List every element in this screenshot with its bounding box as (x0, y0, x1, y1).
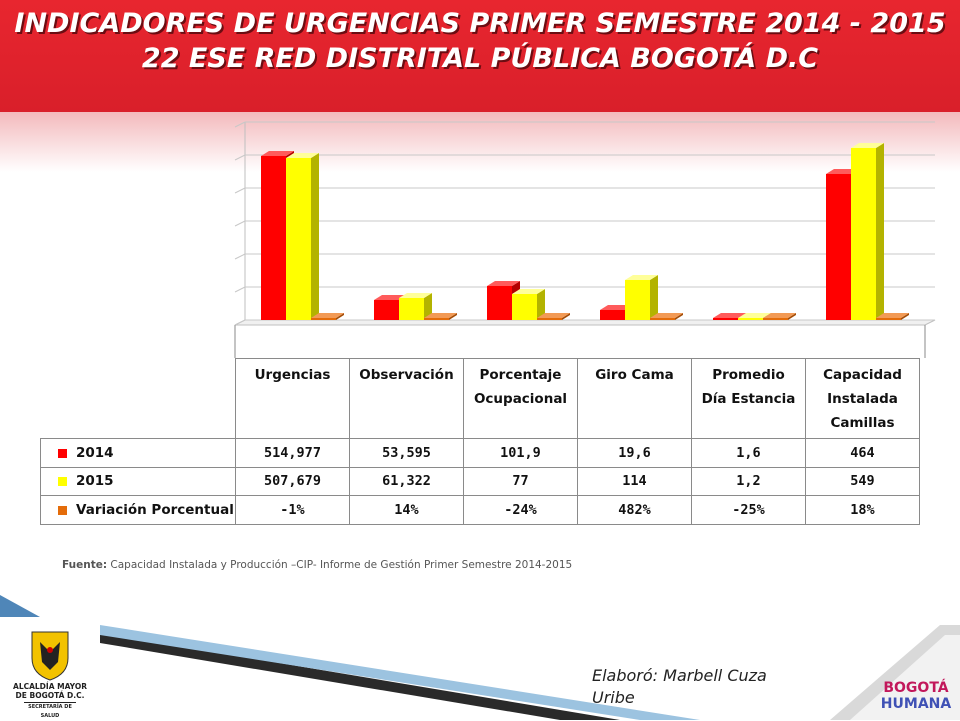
decorative-blue-band (0, 595, 960, 720)
gridline-side-6 (235, 122, 245, 127)
cell-var-0: -1% (236, 496, 350, 524)
category-header-2 (464, 359, 578, 439)
series-label-2014: 2014 (76, 445, 114, 461)
cell-2015-3: 114 (578, 467, 692, 495)
bar-side-1-5 (876, 143, 884, 320)
category-label-5-2: Camillas (830, 415, 895, 431)
slide-title: INDICADORES DE URGENCIAS PRIMER SEMESTRE 2014 - 2015 22 ESE RED DISTRITAL PÚBLICA BOGOTÁ D.C (14, 8, 946, 74)
bogota-humana-logo (880, 680, 952, 716)
category-label-1-0: Observación (359, 367, 454, 383)
chart-floor (235, 320, 935, 325)
bar-front-0-3 (600, 310, 625, 320)
cell-2014-1: 53,595 (350, 439, 464, 467)
series-label-2015: 2015 (76, 473, 114, 489)
bar-1-3 (625, 275, 658, 320)
source-label: Fuente: (62, 559, 108, 571)
bar-front-1-4 (738, 318, 763, 320)
category-label-2-0: Porcentaje (479, 367, 562, 383)
source-text: Capacidad Instalada y Producción –CIP- Informe de Gestión Primer Semestre 2014-2015 (110, 559, 573, 571)
category-header-5 (806, 359, 920, 439)
bar-front-1-0 (286, 158, 311, 320)
cell-2014-0: 514,977 (236, 439, 350, 467)
cell-2014-3: 19,6 (578, 439, 692, 467)
cell-var-5: 18% (806, 496, 920, 524)
bogota-logo-line-2: HUMANA (880, 696, 952, 712)
series-label-variacion: Variación Porcentual (76, 502, 234, 518)
bar-front-2-3 (650, 318, 675, 320)
bar-front-0-0 (261, 156, 286, 320)
category-label-3-0: Giro Cama (595, 367, 674, 383)
bar-front-1-3 (625, 280, 650, 320)
gridline-side-4 (235, 188, 245, 193)
alcaldia-logo (10, 628, 90, 719)
bar-front-0-5 (826, 174, 851, 320)
bar-side-1-3 (650, 275, 658, 320)
category-label-4-1: Día Estancia (701, 391, 796, 407)
gridline-side-3 (235, 221, 245, 226)
cell-2015-1: 61,322 (350, 467, 464, 495)
category-header-row (235, 358, 920, 439)
bar-front-2-4 (763, 318, 788, 320)
bar-1-2 (512, 289, 545, 320)
category-header-0 (236, 359, 350, 439)
category-header-3 (578, 359, 692, 439)
category-label-5-0: Capacidad (823, 367, 902, 383)
bar-front-0-2 (487, 286, 512, 320)
source-note (62, 559, 572, 571)
cell-2015-2: 77 (464, 467, 578, 495)
bar-front-2-5 (876, 318, 901, 320)
bar-front-2-1 (424, 318, 449, 320)
category-label-5-1: Instalada (827, 391, 898, 407)
cell-2014-2: 101,9 (464, 439, 578, 467)
bar-front-1-1 (399, 298, 424, 320)
bar-front-0-1 (374, 300, 399, 320)
bar-1-0 (286, 153, 319, 320)
category-header-4 (692, 359, 806, 439)
cell-2015-0: 507,679 (236, 467, 350, 495)
chart-bars (261, 143, 909, 320)
category-label-4-0: Promedio (712, 367, 785, 383)
table-row-2014 (40, 438, 920, 468)
cell-var-3: 482% (578, 496, 692, 524)
bar-front-0-4 (713, 318, 738, 320)
bar-front-2-2 (537, 318, 562, 320)
table-row-variacion (40, 496, 920, 525)
cell-2014-4: 1,6 (692, 439, 806, 467)
cell-2014-5: 464 (806, 439, 920, 467)
cell-var-4: -25% (692, 496, 806, 524)
alcaldia-line-3: SECRETARÍA DE SALUD (24, 702, 76, 721)
legend-key-2014 (58, 449, 67, 458)
author-credit: Elaboró: Marbell Cuza Uribe (592, 666, 767, 707)
category-header-1 (350, 359, 464, 439)
legend-key-variacion (58, 506, 67, 515)
bar-side-1-0 (311, 153, 319, 320)
cell-var-2: -24% (464, 496, 578, 524)
gridline-side-2 (235, 254, 245, 259)
alcaldia-line-1: ALCALDÍA MAYOR (13, 682, 87, 691)
bar-1-5 (851, 143, 884, 320)
alcaldia-line-2: DE BOGOTÁ D.C. (15, 691, 85, 700)
cell-var-1: 14% (350, 496, 464, 524)
bar-front-2-0 (311, 318, 336, 320)
bar-front-1-2 (512, 294, 537, 320)
table-row-2015 (40, 467, 920, 496)
cell-2015-4: 1,2 (692, 467, 806, 495)
category-label-2-1: Ocupacional (473, 391, 568, 407)
bar-front-1-5 (851, 148, 876, 320)
bogota-logo-line-1: BOGOTÁ (883, 680, 949, 696)
gridline-side-1 (235, 287, 245, 292)
bar-1-1 (399, 293, 432, 320)
legend-key-2015 (58, 477, 67, 486)
gridline-side-5 (235, 155, 245, 160)
category-label-0-0: Urgencias (254, 367, 331, 383)
cell-2015-5: 549 (806, 467, 920, 495)
